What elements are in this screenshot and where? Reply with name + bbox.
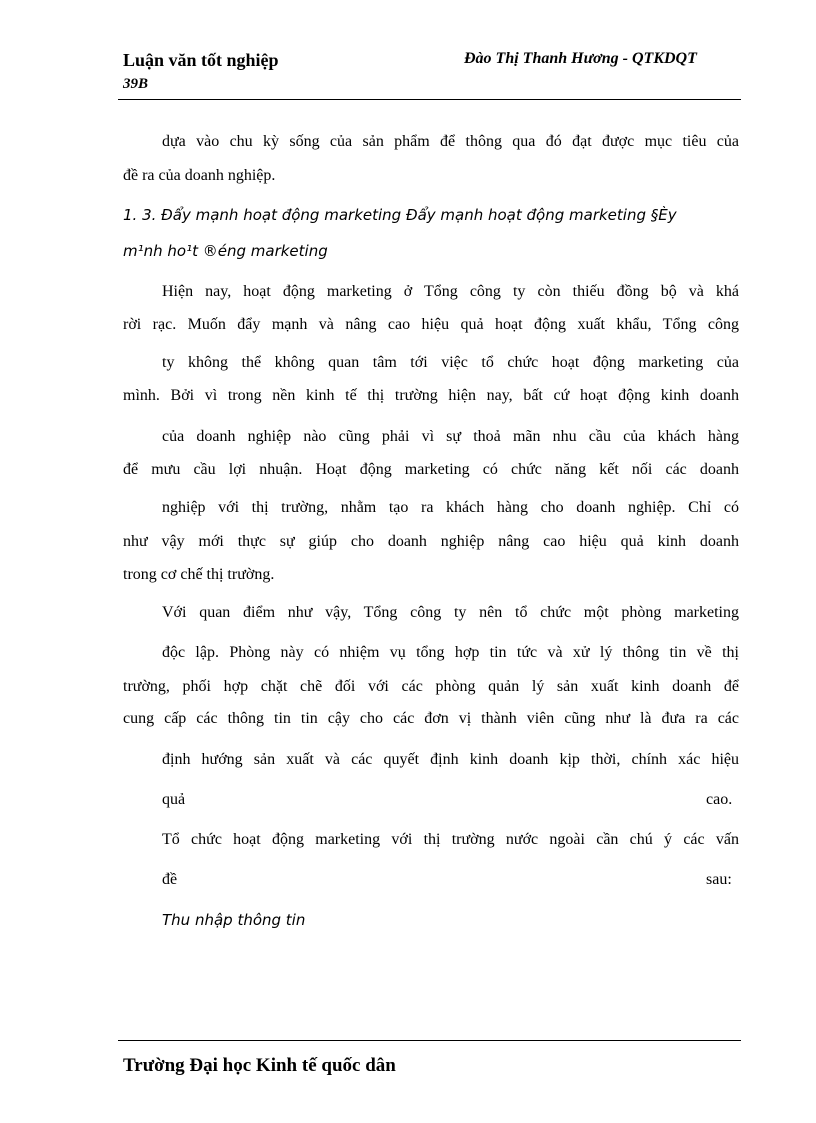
footer-school: Trường Đại học Kinh tế quốc dân <box>123 1055 396 1076</box>
body-line: định hướng sản xuất và các quyết định kinh doanh kịp thời, chính xác hiệu <box>162 751 739 768</box>
thesis-label: Luận văn tốt nghiệp <box>123 50 279 70</box>
body-line: đề ra của doanh nghiệp. <box>123 167 276 184</box>
body-line: cung cấp các thông tin tin cậy cho các đơn vị thành viên cũng như là đưa ra các <box>123 710 739 727</box>
header-divider <box>118 99 741 100</box>
body-line: đề <box>162 871 178 888</box>
body-line: trường, phối hợp chặt chẽ đối với các phòng quản lý sản xuất kinh doanh để <box>123 678 739 695</box>
body-line: mình. Bởi vì trong nền kinh tế thị trường hiện nay, bất cứ hoạt động kinh doanh <box>123 387 739 404</box>
body-line: dựa vào chu kỳ sống của sản phẩm để thông qua đó đạt được mục tiêu của <box>162 133 739 150</box>
body-line: quả <box>162 791 186 808</box>
section-heading: 1. 3. Đẩy mạnh hoạt động marketing Đẩy mạnh hoạt động marketing §Èy <box>123 206 677 224</box>
footer-divider <box>118 1040 741 1041</box>
author-name: Đào Thị Thanh Hương - QTKDQT <box>464 50 697 67</box>
body-line: để mưu cầu lợi nhuận. Hoạt động marketing có chức năng kết nối các doanh <box>123 461 739 478</box>
body-line: rời rạc. Muốn đẩy mạnh và nâng cao hiệu quả hoạt động xuất khẩu, Tổng công <box>123 316 739 333</box>
subheading: Thu nhập thông tin <box>162 911 306 929</box>
body-line: Tổ chức hoạt động marketing với thị trường nước ngoài cần chú ý các vấn <box>162 831 739 848</box>
section-heading: m¹nh ho¹t ®éng marketing <box>123 242 328 260</box>
body-line: như vậy mới thực sự giúp cho doanh nghiệp nâng cao hiệu quả kinh doanh <box>123 533 739 550</box>
body-line: của doanh nghiệp nào cũng phải vì sự thoả mãn nhu cầu của khách hàng <box>162 428 739 445</box>
body-line: trong cơ chế thị trường. <box>123 566 275 583</box>
header-title <box>123 48 279 96</box>
body-line: ty không thể không quan tâm tới việc tổ chức hoạt động marketing của <box>162 354 739 371</box>
body-line: Với quan điểm như vậy, Tổng công ty nên tổ chức một phòng marketing <box>162 604 739 621</box>
body-line: độc lập. Phòng này có nhiệm vụ tổng hợp tin tức và xử lý thông tin về thị <box>162 644 739 661</box>
body-line: cao. <box>706 791 733 808</box>
class-code: 39B <box>123 76 149 92</box>
body-line: sau: <box>706 871 732 888</box>
body-line: nghiệp với thị trường, nhằm tạo ra khách hàng cho doanh nghiệp. Chỉ có <box>162 499 739 516</box>
body-line: Hiện nay, hoạt động marketing ở Tổng công ty còn thiếu đồng bộ và khá <box>162 283 739 300</box>
